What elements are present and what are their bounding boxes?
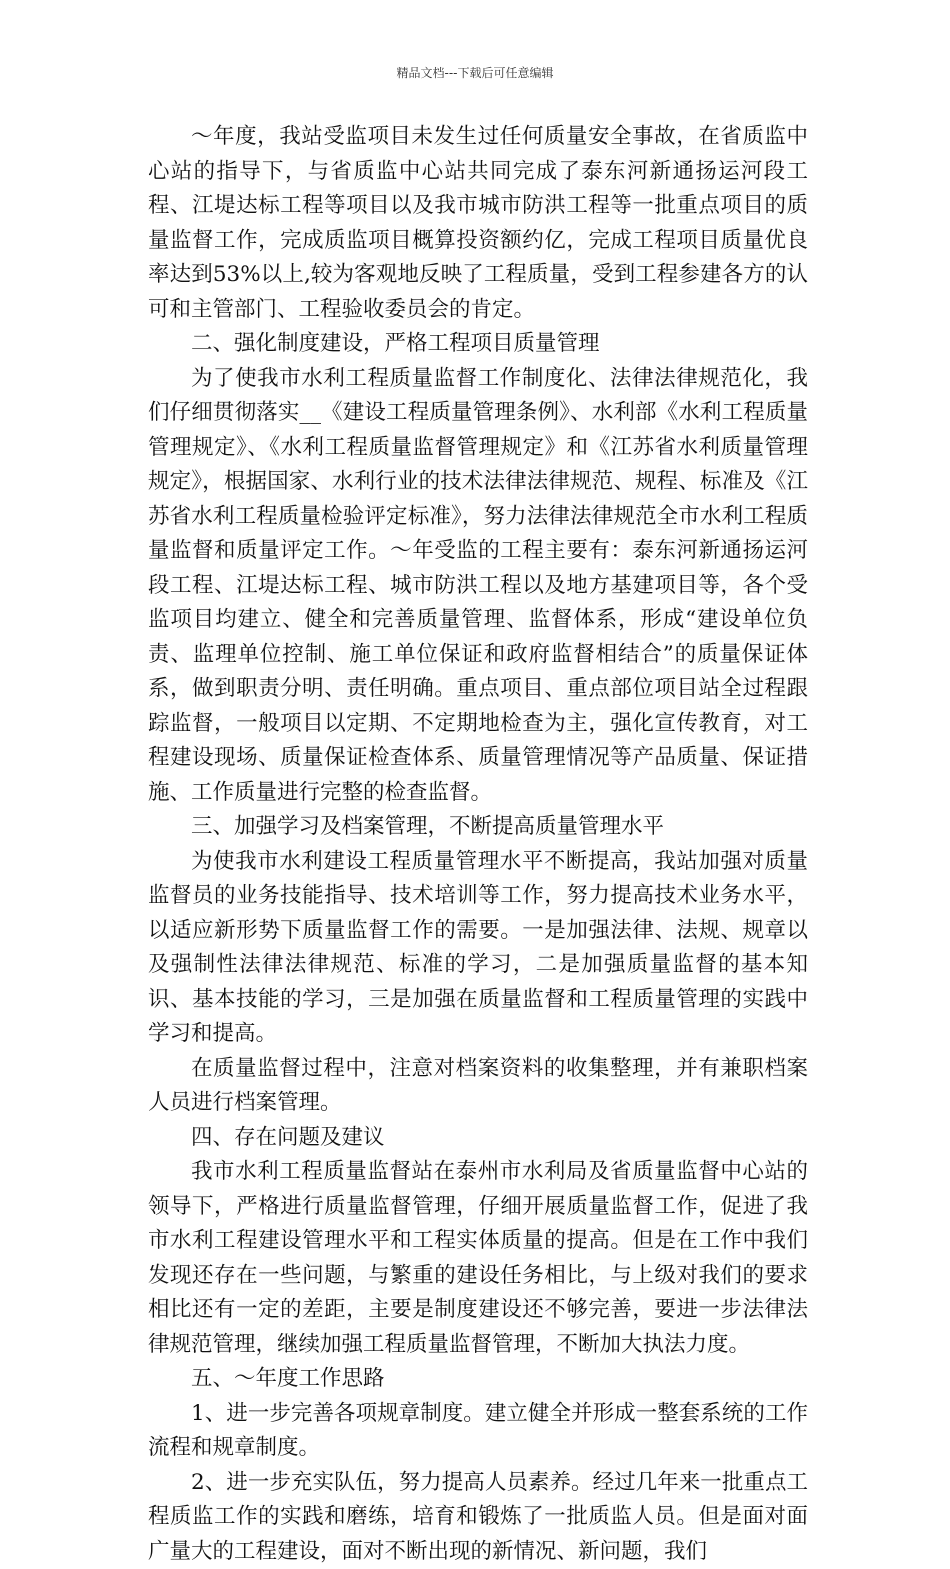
section-heading-5: 五、～年度工作思路 — [148, 1362, 808, 1397]
paragraph-plan-item-2: 2、进一步充实队伍，努力提高人员素养。经过几年来一批重点工程质监工作的实践和磨练，培育和锻炼了一批质监人员。但是面对面广量大的工程建设，面对不断出现的新情况、新问题，我们 — [148, 1466, 808, 1569]
section-heading-3: 三、加强学习及档案管理，不断提高质量管理水平 — [148, 810, 808, 845]
paragraph-problems: 我市水利工程质量监督站在泰州市水利局及省质量监督中心站的领导下，严格进行质量监督管理，仔细开展质量监督工作，促进了我市水利工程建设管理水平和工程实体质量的提高。但是在工作中我们发现还存在一些问题，与繁重的建设任务相比，与上级对我们的要求相比还有一定的差距，主要是制度建设还不够完善，要进一步法律法律规范管理，继续加强工程质量监督管理，不断加大执法力度。 — [148, 1155, 808, 1362]
paragraph-annual-summary: ～年度，我站受监项目未发生过任何质量安全事故，在省质监中心站的指导下，与省质监中心站共同完成了泰东河新通扬运河段工程、江堤达标工程等项目以及我市城市防洪工程等一批重点项目的质量监督工作，完成质监项目概算投资额约亿，完成工程项目质量优良率达到53%以上,较为客观地反映了工程质量，受到工程参建各方的认可和主管部门、工程验收委员会的肯定。 — [148, 120, 808, 327]
paragraph-learning: 为使我市水利建设工程质量管理水平不断提高，我站加强对质量监督员的业务技能指导、技术培训等工作，努力提高技术业务水平，以适应新形势下质量监督工作的需要。一是加强法律、法规、规章以及强制性法律法律规范、标准的学习，二是加强质量监督的基本知识、基本技能的学习，三是加强在质量监督和工程质量管理的实践中学习和提高。 — [148, 845, 808, 1052]
paragraph-system-building: 为了使我市水利工程质量监督工作制度化、法律法律规范化，我们仔细贯彻落实__《建设工程质量管理条例》、水利部《水利工程质量管理规定》、《水利工程质量监督管理规定》和《江苏省水利质量管理规定》，根据国家、水利行业的技术法律法律规范、规程、标准及《江苏省水利工程质量检验评定标准》，努力法律法律规范全市水利工程质量监督和质量评定工作。～年受监的工程主要有：泰东河新通扬运河段工程、江堤达标工程、城市防洪工程以及地方基建项目等，各个受监项目均建立、健全和完善质量管理、监督体系，形成“建设单位负责、监理单位控制、施工单位保证和政府监督相结合”的质量保证体系，做到职责分明、责任明确。重点项目、重点部位项目站全过程跟踪监督，一般项目以定期、不定期地检查为主，强化宣传教育，对工程建设现场、质量保证检查体系、质量管理情况等产品质量、保证措施、工作质量进行完整的检查监督。 — [148, 362, 808, 811]
paragraph-plan-item-1: 1、进一步完善各项规章制度。建立健全并形成一整套系统的工作流程和规章制度。 — [148, 1397, 808, 1466]
paragraph-archives: 在质量监督过程中，注意对档案资料的收集整理，并有兼职档案人员进行档案管理。 — [148, 1052, 808, 1121]
document-body — [148, 120, 808, 1569]
section-heading-4: 四、存在问题及建议 — [148, 1121, 808, 1156]
page-header: 精品文档---下载后可任意编辑 — [0, 64, 950, 81]
section-heading-2: 二、强化制度建设，严格工程项目质量管理 — [148, 327, 808, 362]
